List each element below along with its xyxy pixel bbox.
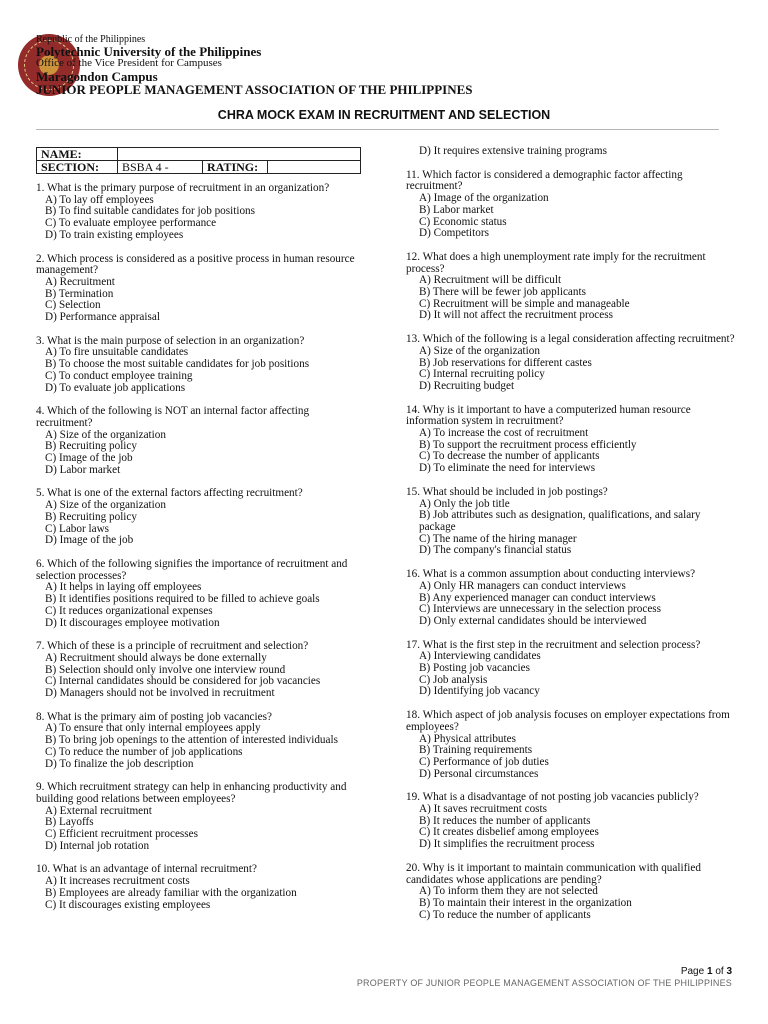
answer-option[interactable]: B) To choose the most suitable candidates for job positions bbox=[45, 358, 310, 371]
answer-option[interactable]: D) Performance appraisal bbox=[45, 311, 160, 324]
question-item bbox=[36, 864, 366, 911]
question-item bbox=[406, 405, 736, 475]
question-stem: 13. Which of the following is a legal consideration affecting recruitment? bbox=[406, 333, 735, 346]
answer-option[interactable]: D) It will not affect the recruitment process bbox=[419, 309, 613, 322]
answer-option[interactable]: D) Labor market bbox=[45, 463, 121, 476]
answer-option[interactable]: C) Efficient recruitment processes bbox=[45, 828, 198, 841]
question-item bbox=[406, 640, 736, 699]
continued-option: D) It requires extensive training programs bbox=[419, 145, 607, 157]
question-stem: 18. Which aspect of job analysis focuses on employer expectations from employees? bbox=[406, 709, 730, 733]
answer-option[interactable]: D) Internal job rotation bbox=[45, 839, 150, 852]
answer-option[interactable]: B) To maintain their interest in the organization bbox=[419, 896, 632, 909]
answer-option[interactable]: A) Physical attributes bbox=[419, 732, 516, 745]
question-item bbox=[406, 252, 736, 322]
answer-option[interactable]: B) There will be fewer job applicants bbox=[419, 286, 586, 299]
answer-option[interactable]: D) Managers should not be involved in recruitment bbox=[45, 687, 275, 700]
answer-option[interactable]: D) To train existing employees bbox=[45, 228, 184, 241]
answer-option[interactable]: B) Any experienced manager can conduct interviews bbox=[419, 591, 656, 604]
answer-option[interactable]: A) Interviewing candidates bbox=[419, 650, 541, 663]
answer-option[interactable]: B) Labor market bbox=[419, 203, 494, 216]
answer-option[interactable]: A) Size of the organization bbox=[45, 499, 166, 512]
answer-option[interactable]: C) Job analysis bbox=[419, 673, 488, 686]
answer-option[interactable]: C) To decrease the number of applicants bbox=[419, 450, 600, 463]
answer-option[interactable]: C) It creates disbelief among employees bbox=[419, 826, 599, 839]
answer-option[interactable]: C) To conduct employee training bbox=[45, 369, 193, 382]
answer-option[interactable]: A) To increase the cost of recruitment bbox=[419, 427, 589, 440]
header-campus: Maragondon Campus bbox=[36, 69, 158, 84]
answer-option[interactable]: A) To lay off employees bbox=[45, 193, 154, 206]
answer-option[interactable]: D) Personal circumstances bbox=[419, 767, 539, 780]
answer-option[interactable]: D) Identifying job vacancy bbox=[419, 685, 540, 698]
question-item bbox=[406, 863, 736, 922]
question-item bbox=[406, 487, 736, 557]
question-stem: 12. What does a high unemployment rate imply for the recruitment process? bbox=[406, 250, 706, 275]
answer-option[interactable]: C) Economic status bbox=[419, 215, 507, 228]
answer-option[interactable]: D) Image of the job bbox=[45, 534, 134, 547]
question-item bbox=[36, 559, 366, 629]
answer-option[interactable]: D) Competitors bbox=[419, 227, 489, 240]
answer-option[interactable]: B) Recruiting policy bbox=[45, 440, 137, 453]
question-stem: 15. What should be included in job postings? bbox=[406, 485, 608, 498]
exam-title: CHRA MOCK EXAM IN RECRUITMENT AND SELECTION bbox=[217, 108, 551, 122]
question-stem: 16. What is a common assumption about conducting interviews? bbox=[406, 568, 696, 581]
answer-option[interactable]: A) Image of the organization bbox=[419, 192, 549, 205]
footer-property-notice: PROPERTY OF JUNIOR PEOPLE MANAGEMENT ASSOCIATION OF THE PHILIPPINES bbox=[356, 978, 732, 988]
rating-field[interactable] bbox=[268, 161, 361, 174]
section-field[interactable]: BSBA 4 - bbox=[118, 161, 203, 174]
answer-option[interactable]: A) Recruitment will be difficult bbox=[419, 274, 562, 287]
answer-option[interactable]: B) Termination bbox=[45, 287, 114, 300]
question-item bbox=[36, 782, 366, 852]
name-label: NAME: bbox=[37, 148, 118, 161]
answer-option[interactable]: B) It reduces the number of applicants bbox=[419, 814, 591, 827]
header-association: JUNIOR PEOPLE MANAGEMENT ASSOCIATION OF THE PHILIPPINES bbox=[36, 82, 473, 97]
answer-option[interactable]: A) To ensure that only internal employees apply bbox=[45, 722, 261, 735]
answer-option[interactable]: D) It simplifies the recruitment process bbox=[419, 838, 595, 851]
answer-option[interactable]: A) It helps in laying off employees bbox=[45, 581, 202, 594]
answer-option[interactable]: A) To fire unsuitable candidates bbox=[45, 346, 189, 359]
question-stem: 1. What is the primary purpose of recruitment in an organization? bbox=[36, 182, 330, 194]
answer-option[interactable]: C) Internal recruiting policy bbox=[419, 368, 545, 381]
question-stem: 19. What is a disadvantage of not posting job vacancies publicly? bbox=[406, 791, 699, 804]
answer-option[interactable]: C) Labor laws bbox=[45, 522, 110, 535]
answer-option[interactable]: A) Recruitment bbox=[45, 275, 115, 288]
answer-option[interactable]: D) Only external candidates should be interviewed bbox=[419, 614, 647, 627]
question-stem: 6. Which of the following signifies the importance of recruitment and selection processes? bbox=[36, 557, 348, 582]
question-stem: 10. What is an advantage of internal recruitment? bbox=[36, 863, 257, 876]
question-item bbox=[36, 183, 366, 242]
answer-option[interactable]: A) Only the job title bbox=[419, 497, 510, 510]
answer-option[interactable]: B) To find suitable candidates for job positions bbox=[45, 205, 255, 218]
question-stem: 11. Which factor is considered a demographic factor affecting recruitment? bbox=[406, 168, 683, 193]
answer-option[interactable]: A) To inform them they are not selected bbox=[419, 885, 598, 898]
answer-option[interactable]: B) Recruiting policy bbox=[45, 510, 137, 523]
header-office: Office of the Vice President for Campuses bbox=[36, 57, 222, 69]
answer-option[interactable]: D) To finalize the job description bbox=[45, 757, 194, 770]
answer-option[interactable]: D) The company's financial status bbox=[419, 544, 572, 557]
question-item bbox=[36, 406, 366, 476]
answer-option[interactable]: D) It discourages employee motivation bbox=[45, 616, 220, 629]
answer-option[interactable]: C) Internal candidates should be considered for job vacancies bbox=[45, 675, 321, 688]
header-republic: Republic of the Philippines bbox=[36, 34, 146, 45]
answer-option[interactable]: C) It reduces organizational expenses bbox=[45, 604, 213, 617]
question-item bbox=[406, 170, 736, 240]
answer-option[interactable]: C) Interviews are unnecessary in the selection process bbox=[419, 603, 661, 616]
question-stem: 3. What is the main purpose of selection in an organization? bbox=[36, 334, 305, 347]
header-university: Polytechnic University of the Philippines bbox=[36, 44, 262, 59]
question-item bbox=[36, 336, 366, 395]
answer-option[interactable]: B) To bring job openings to the attention of interested individuals bbox=[45, 734, 338, 747]
answer-option[interactable]: D) To eliminate the need for interviews bbox=[419, 462, 596, 475]
question-stem: 14. Why is it important to have a computerized human resource information system in recruitment? bbox=[406, 403, 691, 428]
answer-option[interactable]: D) Recruiting budget bbox=[419, 379, 515, 392]
page-number: Page 1 of 3 bbox=[680, 966, 732, 977]
question-stem: 17. What is the first step in the recruitment and selection process? bbox=[406, 638, 701, 651]
question-stem: 4. Which of the following is NOT an internal factor affecting recruitment? bbox=[36, 405, 310, 429]
question-stem: 5. What is one of the external factors affecting recruitment? bbox=[36, 487, 303, 500]
answer-option[interactable]: C) To evaluate employee performance bbox=[45, 217, 217, 230]
answer-option[interactable]: A) Only HR managers can conduct interviews bbox=[419, 579, 626, 592]
question-stem: 7. Which of these is a principle of recruitment and selection? bbox=[36, 640, 309, 653]
answer-option[interactable]: B) Job reservations for different castes bbox=[419, 356, 592, 369]
answer-option[interactable]: B) Job attributes such as designation, qualifications, and salary package bbox=[419, 509, 701, 533]
question-item bbox=[406, 792, 736, 851]
answer-option[interactable]: B) To support the recruitment process efficiently bbox=[419, 438, 637, 451]
student-info-table bbox=[36, 147, 361, 174]
question-item bbox=[406, 569, 736, 628]
answer-option[interactable]: B) Training requirements bbox=[419, 744, 533, 757]
answer-option[interactable]: B) It identifies positions required to be filled to achieve goals bbox=[45, 593, 320, 606]
answer-option[interactable]: B) Employees are already familiar with the organization bbox=[45, 886, 297, 899]
answer-option[interactable]: C) It discourages existing employees bbox=[45, 898, 211, 911]
answer-option[interactable]: B) Posting job vacancies bbox=[419, 662, 530, 675]
answer-option[interactable]: D) To evaluate job applications bbox=[45, 381, 186, 394]
answer-option[interactable]: B) Layoffs bbox=[45, 816, 94, 829]
question-stem: 2. Which process is considered as a positive process in human resource management? bbox=[36, 252, 355, 277]
answer-option[interactable]: C) Recruitment will be simple and manageable bbox=[419, 297, 630, 310]
answer-option[interactable]: C) Selection bbox=[45, 299, 101, 312]
question-stem: 9. Which recruitment strategy can help in enhancing productivity and building good relations between employees? bbox=[36, 781, 347, 805]
answer-option[interactable]: C) To reduce the number of job applications bbox=[45, 745, 243, 758]
answer-option[interactable]: A) External recruitment bbox=[45, 804, 152, 817]
rating-label: RATING: bbox=[203, 161, 268, 174]
answer-option[interactable]: A) Size of the organization bbox=[45, 428, 166, 441]
name-field[interactable] bbox=[118, 148, 361, 161]
answer-option[interactable]: B) Selection should only involve one interview round bbox=[45, 663, 286, 676]
answer-option[interactable]: A) It increases recruitment costs bbox=[45, 875, 190, 888]
question-item bbox=[406, 334, 736, 393]
questions-column-right bbox=[406, 146, 736, 933]
answer-option[interactable]: C) The name of the hiring manager bbox=[419, 532, 577, 545]
section-label: SECTION: bbox=[37, 161, 118, 174]
answer-option[interactable]: C) Performance of job duties bbox=[419, 755, 549, 768]
answer-option[interactable]: C) Image of the job bbox=[45, 452, 133, 465]
question-item bbox=[36, 488, 366, 547]
answer-option[interactable]: A) It saves recruitment costs bbox=[419, 803, 547, 816]
question-item bbox=[36, 254, 366, 324]
answer-option[interactable]: C) To reduce the number of applicants bbox=[419, 908, 591, 921]
question-item bbox=[36, 712, 366, 771]
questions-column-left bbox=[36, 183, 366, 923]
answer-option[interactable]: A) Recruitment should always be done externally bbox=[45, 651, 267, 664]
question-item bbox=[36, 641, 366, 700]
answer-option[interactable]: A) Size of the organization bbox=[419, 344, 540, 357]
question-stem: 20. Why is it important to maintain communication with qualified candidates whose applications are pending? bbox=[406, 861, 701, 886]
question-item bbox=[406, 710, 736, 780]
question-stem: 8. What is the primary aim of posting job vacancies? bbox=[36, 710, 272, 723]
header-divider bbox=[36, 129, 719, 130]
